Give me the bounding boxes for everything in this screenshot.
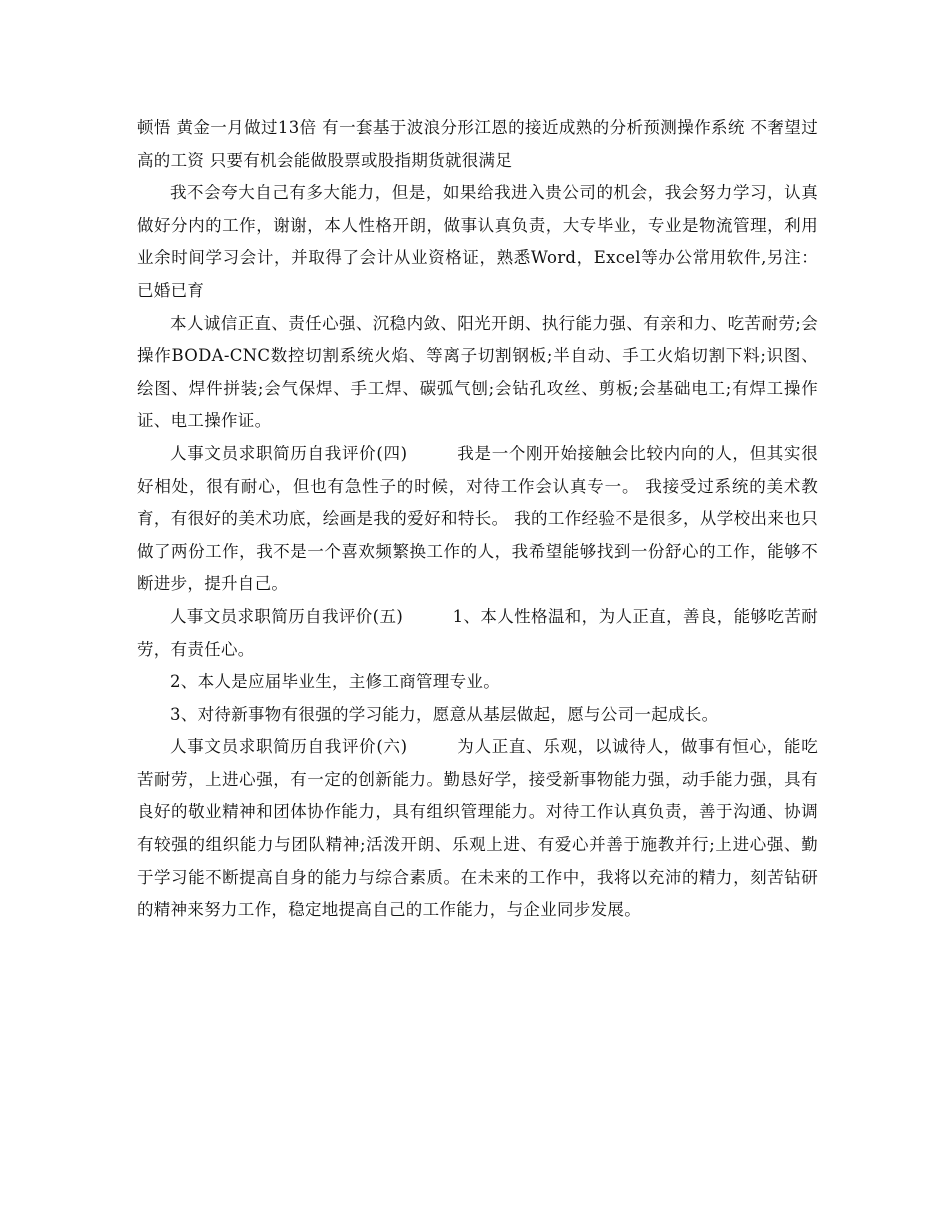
paragraph-evaluation-6: [137, 731, 818, 927]
paragraph-text: 顿悟 黄金一月做过13倍 有一套基于波浪分形江恩的接近成熟的分析预测操作系统 不奢望过高的工资 只要有机会能做股票或股指期货就很满足: [137, 118, 818, 170]
paragraph-text: 我是一个刚开始接触会比较内向的人，但其实很好相处，很有耐心，但也有急性子的时候，对待工作会认真专一。 我接受过系统的美术教育，有很好的美术功底，绘画是我的爱好和特长。 我的工作经验不是很多，从学校出来也只做了两份工作，我不是一个喜欢频繁换工作的人，我希望能够找到一份舒心的工作，能够不断进步，提升自己。: [137, 443, 818, 594]
paragraph-text: 1、本人性格温和，为人正直，善良，能够吃苦耐劳，有责任心。: [137, 606, 819, 659]
paragraph-text: 3、对待新事物有很强的学习能力，愿意从基层做起，愿与公司一起成长。: [170, 704, 719, 724]
paragraph-text: 本人诚信正直、责任心强、沉稳内敛、阳光开朗、执行能力强、有亲和力、吃苦耐劳;会操作BODA-CNC数控切割系统火焰、等离子切割钢板;半自动、手工火焰切割下料;识图、绘图、焊件拼装;会气保焊、手工焊、碳弧气刨;会钻孔攻丝、剪板;会基础电工;有焊工操作证、电工操作证。: [137, 313, 818, 431]
paragraph-text: 2、本人是应届毕业生，主修工商管理专业。: [170, 672, 500, 692]
paragraph-evaluation-4: [137, 438, 818, 601]
paragraph-text: 我不会夸大自己有多大能力，但是，如果给我进入贵公司的机会，我会努力学习，认真做好分内的工作，谢谢，本人性格开朗，做事认真负责，大专毕业，专业是物流管理，利用业余时间学习会计，并取得了会计从业资格证，熟悉Word，Excel等办公常用软件,另注：已婚已育: [137, 183, 818, 300]
paragraph-text: 为人正直、乐观，以诚待人，做事有恒心，能吃苦耐劳，上进心强，有一定的创新能力。勤恳好学，接受新事物能力强，动手能力强，具有良好的敬业精神和团体协作能力，具有组织管理能力。对待工作认真负责，善于沟通、协调有较强的组织能力与团队精神;活泼开朗、乐观上进、有爱心并善于施教并行;上进心强、勤于学习能不断提高自身的能力与综合素质。在未来的工作中，我将以充沛的精力，刻苦钻研的精神来努力工作，稳定地提高自己的工作能力，与企业同步发展。: [137, 737, 818, 920]
section-heading: 人事文员求职简历自我评价(五): [170, 606, 404, 626]
paragraph-item-3: [137, 699, 818, 732]
paragraph-evaluation-5: [137, 601, 818, 666]
paragraph-ability: [137, 177, 818, 307]
paragraph-skills: [137, 308, 818, 438]
paragraph-item-2: [137, 666, 818, 699]
section-heading: 人事文员求职简历自我评价(四): [170, 443, 408, 463]
paragraph-intro: [137, 112, 818, 177]
section-heading: 人事文员求职简历自我评价(六): [170, 737, 408, 757]
